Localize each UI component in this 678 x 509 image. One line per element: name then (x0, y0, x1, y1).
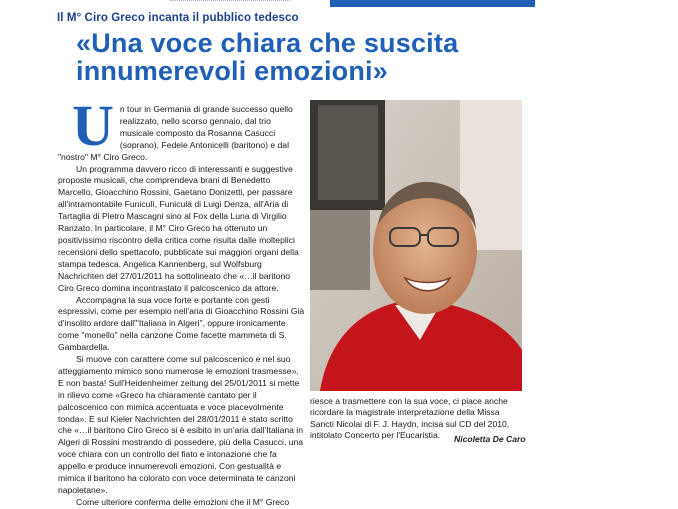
headline: «Una voce chiara che suscita innumerevoli emozioni» (76, 28, 459, 86)
dropcap: U (72, 93, 114, 158)
faint-header-line (170, 0, 290, 5)
caption-text: riesce a trasmettere con la sua voce, ci piace anche ricordare la magistrale interpretazione della Missa Sancti Nicolai di F. J. Haydn, incisa sul CD del 2010, intitolato Concerto per l'Eucaristia. (310, 396, 510, 441)
lead-paragraph (58, 93, 306, 164)
top-decoration (0, 0, 678, 8)
blue-header-bar (330, 0, 535, 7)
paragraph-2: Un programma davvero ricco di interessanti e suggestive proposte musicali, che comprendeva brani di Benedetto Marcello, Gioacchino Rossini, Gaetano Donizetti, per passare all'intramontabile Funiculì, Funiculà di Luigi Denza, all'Aria di Tartaglia di Pietro Mascagni sino al Fox della Luna di Virgilio Ranzato. In particolare, il M° Ciro Greco ha ottenuto un positivissimo riscontro della critica come risulta dalle molteplici recensioni dello spettacolo, pubblicate sui maggiori organi della stampa tedesca. Angelica Kannenberg, sul Wolfsburg Nachrichten del 27/01/2011 ha sottolineato che «…il baritono Ciro Greco domina incontrastato il palcoscenico da attore. (58, 163, 299, 293)
author-signature: Nicoletta De Caro (454, 434, 526, 444)
paragraph-5: Come ulteriore conferma delle emozioni che il M° Greco (76, 496, 290, 507)
paragraph-4: Si muove con carattere come sul palcoscenico e nel suo atteggiamento mimico sono numerose le emozioni trasmesse». E non basta! Sull'Heidenheimer zeitung del 25/01/2011 si mette in rilievo come «Greco ha chiaramente cantato per il palcoscenico con mimica accentuata e voce piacevolmente tonda». E sul Kieler Nachrichten del 28/01/2011 è stato scritto che «…il baritono Ciro Greco si è esibito in un'aria dall'Italiana in Algeri di Rossini mostrando di possedere, più della Casucci, una voce chiara con un controllo del fiato e intonazione che fa appello e produce innumerevoli emozioni. Con gestualità e mimica il baritono ha colorato con voce determinata le canzoni napoletane». (58, 354, 304, 495)
paragraph-3: Accompagna la sua voce forte e portante con gesti espressivi, come per esempio nell'aria di Gioacchino Rossini Già d'insolito ardore dall'"Italiana in Algeri", oppure ironicamente come "monello" nella canzone Come facette mammeta di S. Gambardella. (58, 294, 305, 353)
portrait-photo (310, 100, 522, 391)
portrait-illustration (310, 100, 522, 391)
article-body (58, 93, 306, 509)
section-title: Il M° Ciro Greco incanta il pubblico tedesco (57, 12, 299, 24)
paragraph-1: n tour in Germania di grande successo quello realizzato, nello scorso gennaio, dal trio musicale composto da Rosanna Casucci (soprano), Fedele Antonicelli (baritono) e dal "nostro" M° Ciro Greco. (58, 104, 293, 162)
